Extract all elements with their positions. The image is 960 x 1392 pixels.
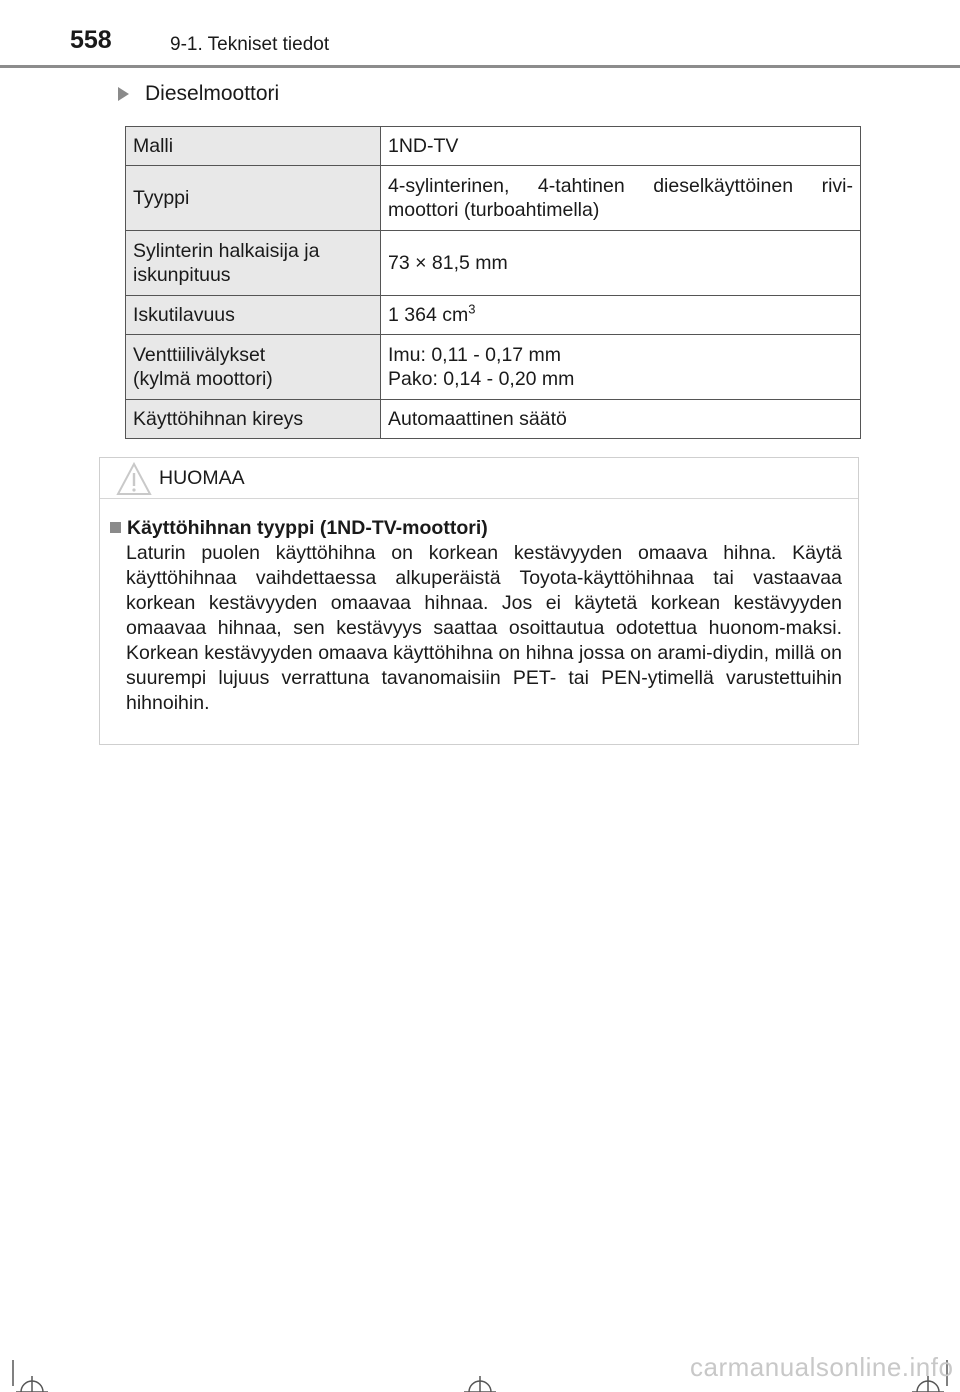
subheading-text: Dieselmoottori <box>145 82 280 105</box>
displacement-value: 1 364 cm <box>388 304 469 326</box>
spec-value <box>381 296 861 335</box>
section-title: 9-1. Tekniset tiedot <box>170 34 330 55</box>
notice-bullet-title: Käyttöhihnan tyyppi (1ND-TV-moottori) <box>127 517 488 539</box>
spec-value: 73 × 81,5 mm <box>381 231 861 296</box>
spec-key <box>126 231 381 296</box>
spec-key-line: Sylinterin halkaisija ja <box>133 240 320 262</box>
page-header <box>0 0 960 70</box>
square-bullet-icon <box>110 522 121 533</box>
table-row <box>126 296 861 335</box>
table-row <box>126 400 861 439</box>
spec-value: 1ND-TV <box>381 127 861 166</box>
header-divider <box>0 65 960 68</box>
spec-key-line: Venttiilivälykset <box>133 344 266 366</box>
spec-key-line: (kylmä moottori) <box>133 368 273 390</box>
spec-value: 4-sylinterinen, 4-tahtinen dieselkäyttöinen rivi-moottori (turboahtimella) <box>381 166 861 231</box>
spec-key: Tyyppi <box>126 166 381 231</box>
exhaust-clearance: Pako: 0,14 - 0,20 mm <box>388 368 575 390</box>
page-number: 558 <box>70 26 112 54</box>
notice-body <box>100 516 860 716</box>
subheading <box>118 82 279 106</box>
spec-key-line: iskunpituus <box>133 264 231 286</box>
warning-triangle-icon <box>116 462 152 496</box>
spec-key: Malli <box>126 127 381 166</box>
table-row <box>126 166 861 231</box>
notice-box <box>99 457 859 745</box>
notice-text: Laturin puolen käyttöhihna on korkean kestävyyden omaava hihna. Käytä käyttöhihnaa vaihdettaessa alkuperäistä Toyota-käyttöhihnaa tai vastaavaa korkean kestävyyden omaavaa hihnaa. Jos ei käytetä korkean kestävyyden omaavaa hihnaa, sen kestävyys saattaa osoittautua odotettua huonom-maksi. Korkean kestävyyden omaava käyttöhihna on hihna jossa on arami-diydin, millä on suurempi lujuus verrattuna tavanomaisiin PET- tai PEN-ytimellä varustettuihin hihnoihin. <box>126 542 842 714</box>
watermark: carmanualsonline.info <box>690 1352 954 1382</box>
superscript: 3 <box>468 301 476 317</box>
spec-value: Automaattinen säätö <box>381 400 861 439</box>
notice-bullet <box>110 516 870 541</box>
spec-table <box>125 126 861 439</box>
table-row <box>126 231 861 296</box>
spec-value <box>381 335 861 400</box>
intake-clearance: Imu: 0,11 - 0,17 mm <box>388 344 562 366</box>
triangle-bullet-icon <box>118 87 129 101</box>
notice-header <box>100 458 858 499</box>
table-row <box>126 335 861 400</box>
spec-key: Iskutilavuus <box>126 296 381 335</box>
table-row <box>126 127 861 166</box>
spec-key <box>126 335 381 400</box>
spec-key: Käyttöhihnan kireys <box>126 400 381 439</box>
notice-title: HUOMAA <box>159 467 245 489</box>
